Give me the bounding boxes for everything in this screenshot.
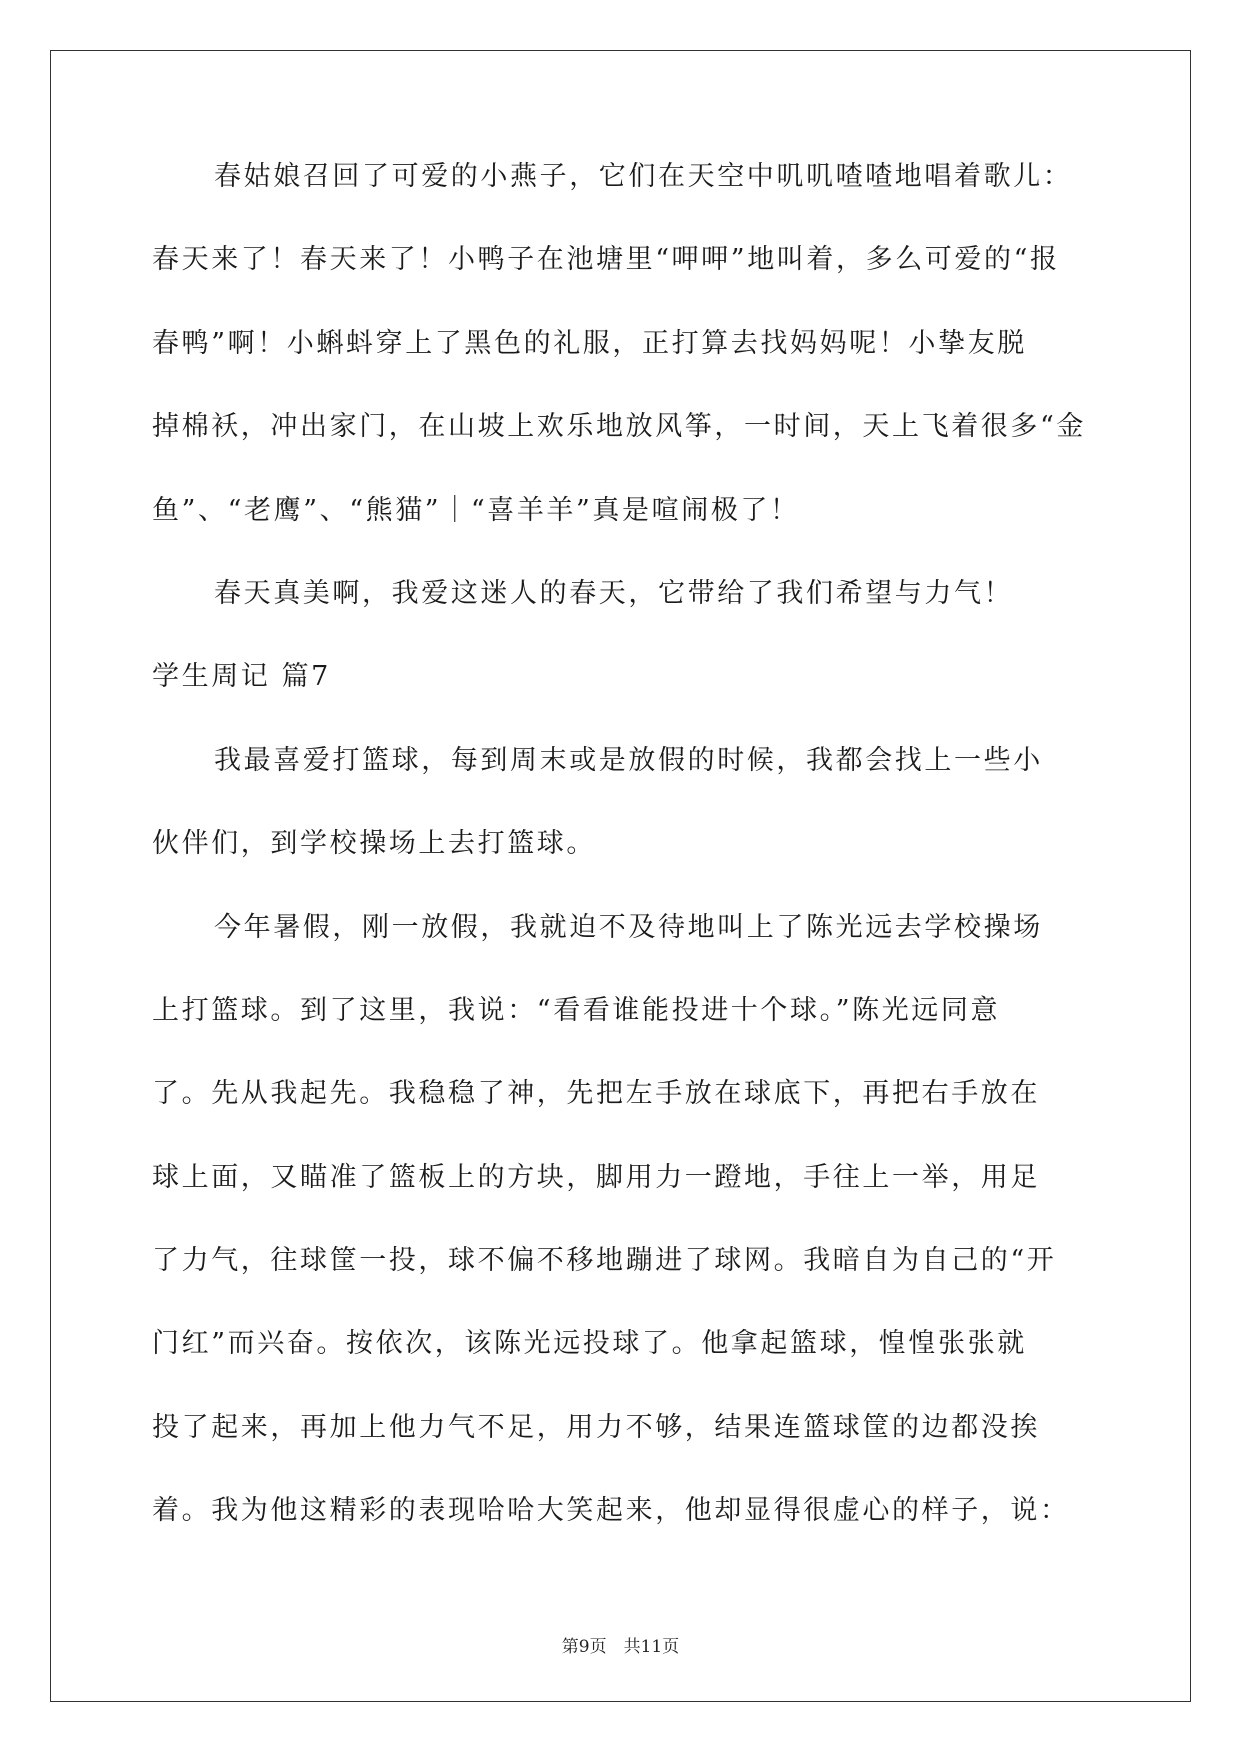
paragraph-line: 鱼”、“老鹰”、“熊猫”｜“喜羊羊”真是喧闹极了！ [152, 494, 800, 526]
paragraph-line: 春姑娘召回了可爱的小燕子，它们在天空中叽叽喳喳地唱着歌儿： [214, 161, 1073, 192]
paragraph-line: 上打篮球。到了这里，我说：“看看谁能投进十个球。”陈光远同意 [152, 994, 1001, 1026]
paragraph-line: 我最喜爱打篮球，每到周末或是放假的时候，我都会找上一些小 [214, 744, 1043, 776]
paragraph-line: 掉棉袄，冲出家门，在山坡上欢乐地放风筝，一时间，天上飞着很多“金 [152, 411, 1087, 443]
paragraph-line: 门红”而兴奋。按依次，该陈光远投球了。他拿起篮球，惶惶张张就 [152, 1328, 1027, 1360]
paragraph-line: 今年暑假，刚一放假，我就迫不及待地叫上了陈光远去学校操场 [214, 911, 1043, 943]
paragraph-line: 了力气，往球筐一投，球不偏不移地蹦进了球网。我暗自为自己的“开 [152, 1245, 1057, 1277]
page-footer [0, 1632, 1241, 1657]
paragraph-line: 投了起来，再加上他力气不足，用力不够，结果连篮球筐的边都没挨 [152, 1411, 1040, 1443]
paragraph-line: 着。我为他这精彩的表现哈哈大笑起来，他却显得很虚心的样子，说： [152, 1495, 1070, 1527]
paragraph-line: 春天来了！春天来了！小鸭子在池塘里“呷呷”地叫着，多么可爱的“报 [152, 244, 1060, 276]
paragraph-line: 了。先从我起先。我稳稳了神，先把左手放在球底下，再把右手放在 [152, 1078, 1040, 1110]
page-number-label: 第9页 共11页 [561, 1637, 680, 1657]
paragraph-line: 春鸭”啊！小蝌蚪穿上了黑色的礼服，正打算去找妈妈呢！小挚友脱 [152, 327, 1027, 359]
document-body [152, 157, 1092, 1575]
section-heading: 学生周记 篇7 [152, 661, 331, 693]
paragraph-line: 球上面，又瞄准了篮板上的方块，脚用力一蹬地，手往上一举，用足 [152, 1161, 1040, 1193]
paragraph-line: 春天真美啊，我爱这迷人的春天，它带给了我们希望与力气！ [214, 577, 1014, 609]
paragraph-line: 伙伴们，到学校操场上去打篮球。 [152, 828, 596, 860]
